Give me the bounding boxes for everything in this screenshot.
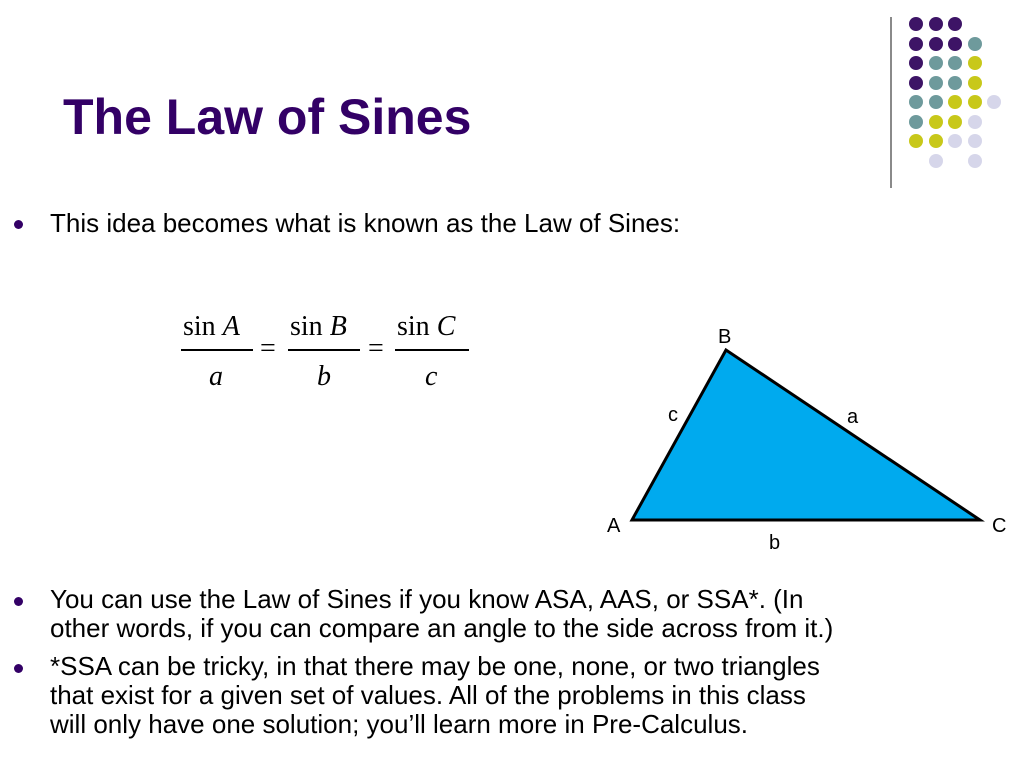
denominator-c: c — [425, 361, 438, 392]
bullet-3-line-3: will only have one solution; you’ll learn more in Pre-Calculus. — [50, 709, 749, 739]
vertex-label-c: C — [992, 515, 1007, 537]
bullet-marker — [14, 664, 23, 673]
triangle-shape — [632, 350, 980, 520]
equals-sign: = — [260, 333, 276, 364]
equals-sign: = — [368, 333, 384, 364]
slide-title: The Law of Sines — [63, 89, 472, 145]
denominator-b: b — [317, 361, 331, 392]
denominator-a: a — [209, 361, 223, 392]
numerator-sin-a: sin A — [183, 311, 240, 342]
bullet-3-line-2: that exist for a given set of values. All of the problems in this class — [50, 680, 806, 710]
bullet-3-text — [50, 652, 820, 739]
numerator-sin-b: sin B — [290, 311, 347, 342]
numerator-sin-c: sin C — [397, 311, 456, 342]
bullet-2-line-2: other words, if you can compare an angle to the side across from it.) — [50, 613, 834, 643]
bullet-marker — [14, 597, 23, 606]
side-label-c: c — [668, 404, 678, 426]
bullet-3-line-1: *SSA can be tricky, in that there may be one, none, or two triangles — [50, 651, 820, 681]
vertex-label-b: B — [718, 326, 732, 348]
side-label-a: a — [847, 406, 859, 428]
bullet-1-line-1: This idea becomes what is known as the Law of Sines: — [50, 208, 681, 238]
vertex-label-a: A — [607, 515, 621, 537]
side-label-b: b — [769, 532, 781, 554]
bullet-2-line-1: You can use the Law of Sines if you know ASA, AAS, or SSA*. (In — [50, 584, 804, 614]
bullet-2-text — [50, 585, 833, 643]
